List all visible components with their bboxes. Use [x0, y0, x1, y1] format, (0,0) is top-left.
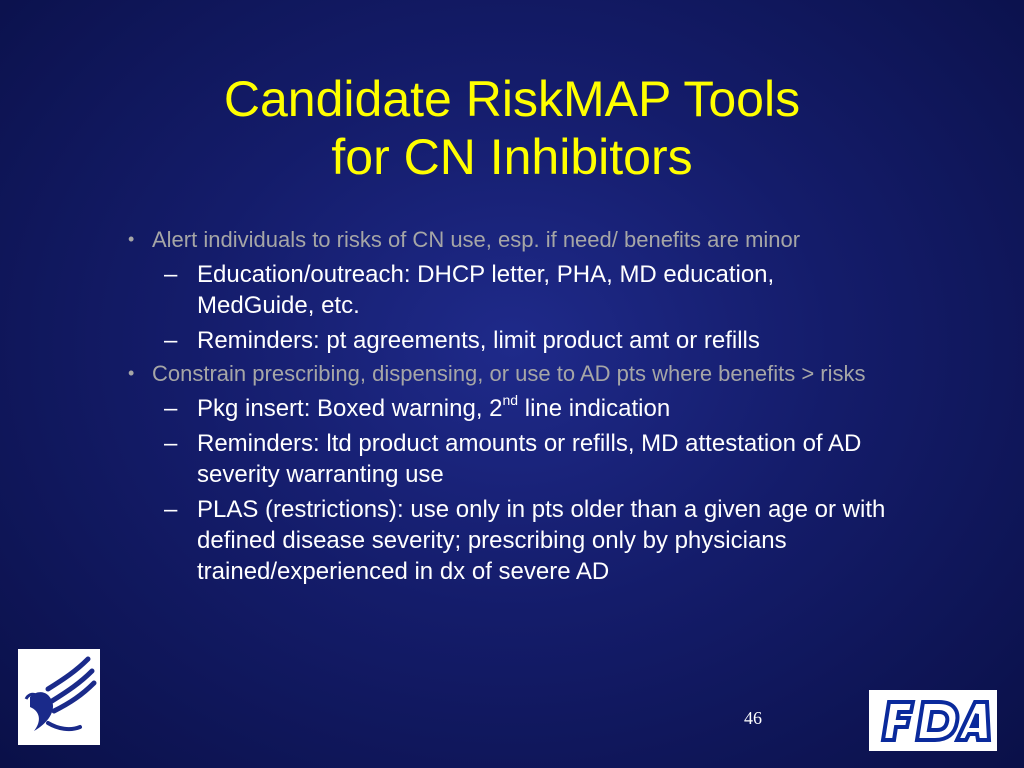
slide-title-line-2: for CN Inhibitors [331, 129, 693, 185]
page-number: 46 [744, 708, 762, 728]
bullet-text: Constrain prescribing, dispensing, or use to AD pts where benefits > risks [152, 361, 866, 386]
slide-title [0, 70, 1024, 186]
sub-bullet-text: Reminders: ltd product amounts or refills, MD attestation of AD severity warranting use [197, 430, 862, 488]
sub-bullet-pkg-insert [128, 393, 898, 424]
slide-body [128, 226, 898, 591]
dash-marker: – [164, 430, 178, 457]
dash-marker: – [164, 327, 178, 354]
bullet-dot: • [128, 229, 135, 249]
bullet-constrain-prescribing [128, 360, 898, 387]
ordinal-superscript: nd [502, 392, 519, 408]
sub-bullet-education [128, 259, 898, 321]
slide-title-line-1: Candidate RiskMAP Tools [223, 71, 801, 127]
sub-bullet-text-before: Pkg insert: Boxed warning, 2 [197, 395, 503, 422]
sub-bullet-reminders [128, 325, 898, 356]
fda-wordmark-icon [869, 690, 997, 751]
sub-bullet-text-after: line indication [518, 395, 671, 422]
fda-logo-icon [869, 690, 997, 751]
sub-bullet-text: Reminders: pt agreements, limit product amt or refills [197, 327, 760, 354]
sub-bullet-text: Education/outreach: DHCP letter, PHA, MD education, MedGuide, etc. [197, 261, 775, 319]
bullet-dot: • [128, 363, 135, 383]
sub-bullet-text: PLAS (restrictions): use only in pts older than a given age or with defined disease severity; prescribing only by physicians trained/experienced in dx of severe AD [197, 496, 886, 585]
hhs-eagle-icon [18, 649, 100, 745]
hhs-logo-icon [18, 649, 100, 745]
dash-marker: – [164, 261, 178, 288]
bullet-alert-individuals [128, 226, 898, 253]
sub-bullet-plas [128, 494, 898, 587]
dash-marker: – [164, 496, 178, 523]
bullet-text: Alert individuals to risks of CN use, esp. if need/ benefits are minor [152, 227, 801, 252]
dash-marker: – [164, 395, 178, 422]
sub-bullet-reminders-ltd [128, 428, 898, 490]
